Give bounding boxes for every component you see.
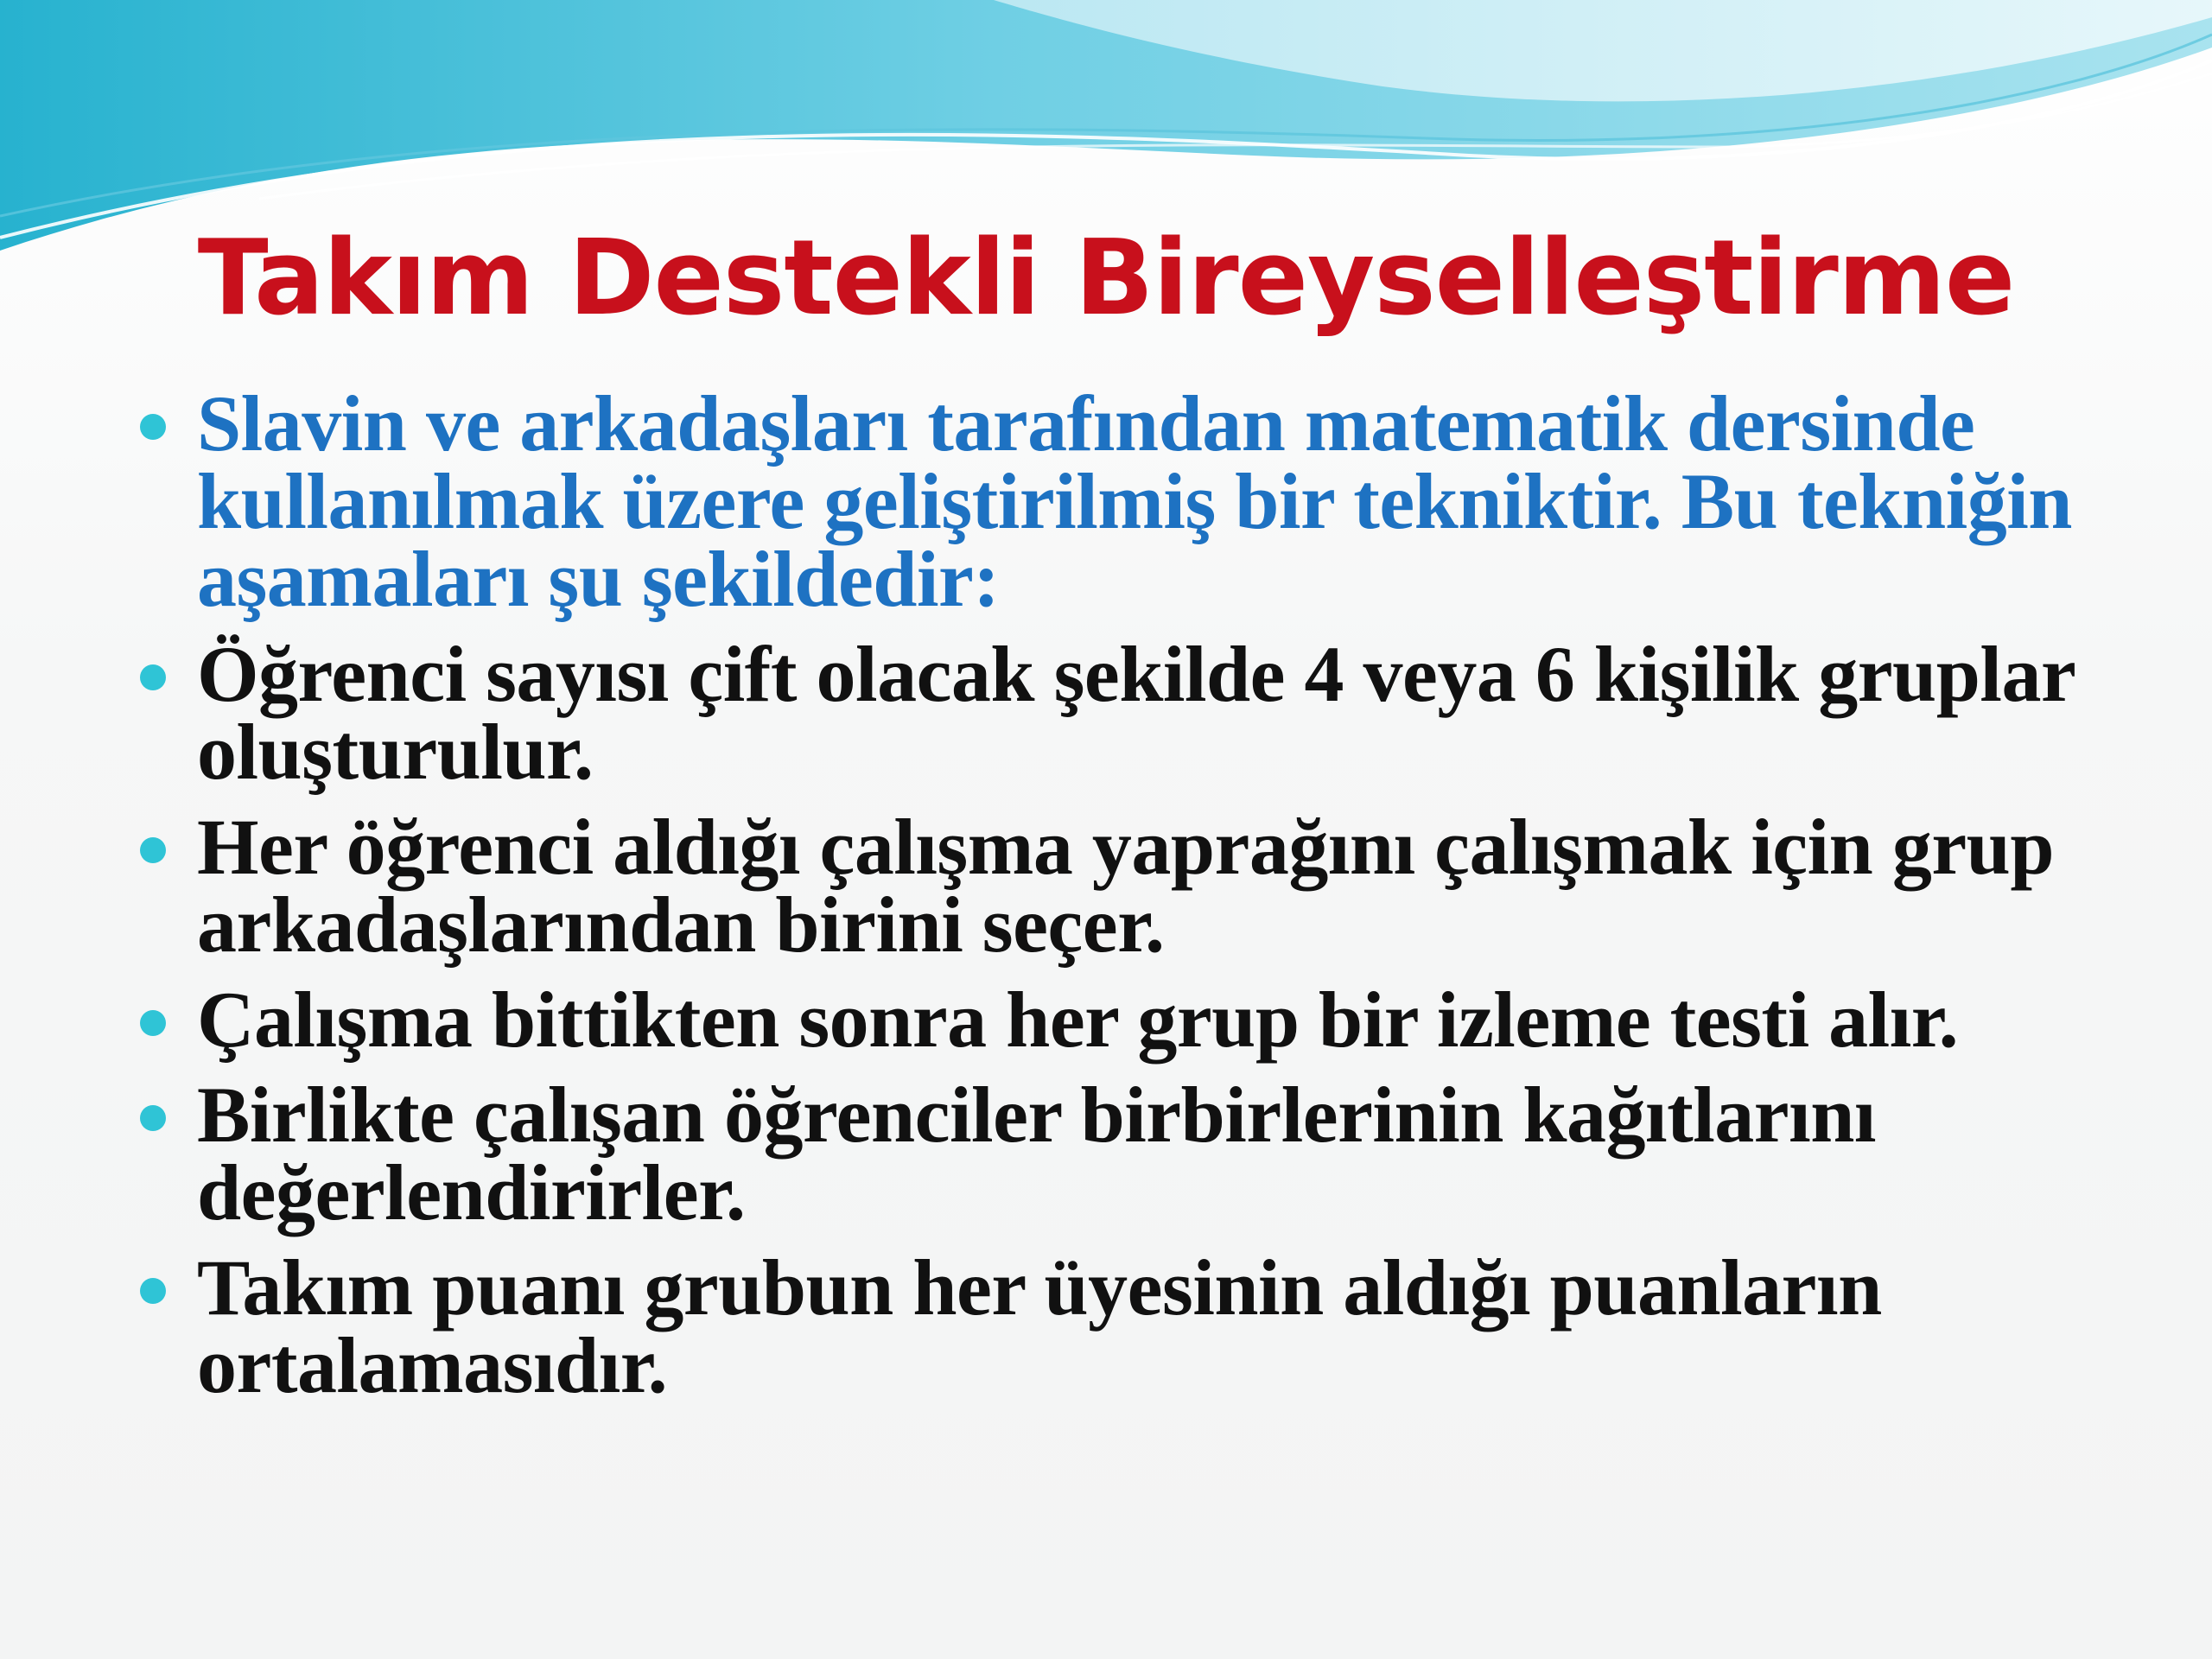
bullet-item — [197, 976, 2133, 1064]
bullet-item — [197, 1071, 2133, 1236]
bullet-text: Öğrenci sayısı çift olacak şekilde 4 veya 6 kişilik gruplar oluşturulur. — [197, 630, 2075, 796]
bullet-item — [197, 379, 2133, 623]
bullet-item — [197, 630, 2133, 796]
bullet-text: Takım puanı grubun her üyesinin aldığı puanların ortalamasıdır. — [197, 1243, 1882, 1409]
bullet-list — [197, 379, 2133, 1421]
bullet-item — [197, 1243, 2133, 1409]
bullet-text: Çalışma bittikten sonra her grup bir izleme testi alır. — [197, 976, 1959, 1064]
bullet-dot-icon — [140, 1105, 166, 1131]
bullet-text: Slavin ve arkadaşları tarafından matematik dersinde kullanılmak üzere geliştirilmiş bir tekniktir. Bu tekniğin aşamaları şu şekildedir: — [197, 379, 2072, 623]
bullet-item — [197, 803, 2133, 969]
slide-title: Takım Destekli Bireyselleştirme — [197, 219, 2015, 339]
bullet-text: Her öğrenci aldığı çalışma yaprağını çalışmak için grup arkadaşlarından birini seçer. — [197, 803, 2055, 969]
bullet-dot-icon — [140, 837, 166, 863]
bullet-dot-icon — [140, 1278, 166, 1304]
bullet-dot-icon — [140, 664, 166, 690]
bullet-text: Birlikte çalışan öğrenciler birbirlerinin kağıtlarını değerlendirirler. — [197, 1071, 1876, 1236]
bullet-dot-icon — [140, 1010, 166, 1036]
bullet-dot-icon — [140, 414, 166, 440]
